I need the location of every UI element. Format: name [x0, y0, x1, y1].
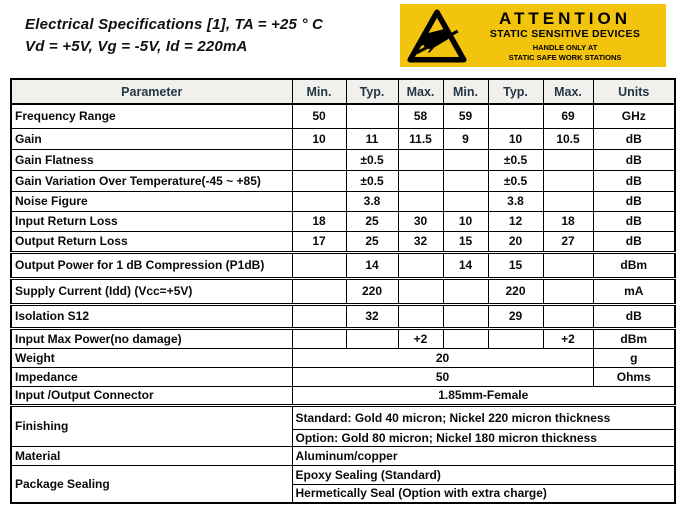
- table-row-gain: [11, 128, 675, 149]
- units-cell: dBm: [593, 252, 675, 278]
- value-cell: [292, 278, 346, 304]
- table-row-input-return-loss: [11, 211, 675, 231]
- value-cell: ±0.5: [346, 170, 398, 191]
- table-row-material: [11, 446, 675, 465]
- value-cell: ±0.5: [488, 170, 543, 191]
- value-cell: 18: [543, 211, 593, 231]
- value-cell: 58: [398, 104, 443, 128]
- value-cell: 50: [292, 104, 346, 128]
- value-cell: 3.8: [346, 191, 398, 211]
- value-cell: [398, 278, 443, 304]
- col-header-units: Units: [593, 79, 675, 104]
- units-cell: dB: [593, 149, 675, 170]
- value-cell: Aluminum/copper: [292, 446, 675, 465]
- value-cell: [292, 328, 346, 348]
- col-header-max-2: Max.: [543, 79, 593, 104]
- value-cell: [543, 191, 593, 211]
- value-cell: 27: [543, 231, 593, 252]
- table-row-frequency-range: [11, 104, 675, 128]
- table-row-gain-variation: [11, 170, 675, 191]
- value-cell: [543, 278, 593, 304]
- table-row-gain-flatness: [11, 149, 675, 170]
- table-row-isolation: [11, 304, 675, 328]
- electrical-specifications-table: [10, 78, 676, 504]
- table-row-noise-figure: [11, 191, 675, 211]
- value-cell: [488, 104, 543, 128]
- param-cell: Weight: [11, 348, 292, 367]
- esd-hand-triangle-icon: [406, 8, 468, 64]
- table-row-sealing-epoxy: [11, 465, 675, 484]
- units-cell: dB: [593, 211, 675, 231]
- value-cell: ±0.5: [488, 149, 543, 170]
- title-line-2: Vd = +5V, Vg = -5V, Id = 220mA: [25, 37, 248, 55]
- value-cell: [398, 149, 443, 170]
- table-row-impedance: [11, 367, 675, 386]
- attention-line-1: HANDLE ONLY AT: [532, 43, 598, 53]
- param-cell: Input Return Loss: [11, 211, 292, 231]
- value-cell: +2: [398, 328, 443, 348]
- table-row-input-max-power: [11, 328, 675, 348]
- value-cell: 32: [346, 304, 398, 328]
- value-cell: 25: [346, 231, 398, 252]
- value-cell: [543, 149, 593, 170]
- param-cell: Package Sealing: [11, 465, 292, 503]
- param-cell: Input /Output Connector: [11, 386, 292, 405]
- value-cell: [398, 170, 443, 191]
- param-cell: Supply Current (Idd) (Vcc=+5V): [11, 278, 292, 304]
- value-cell: Standard: Gold 40 micron; Nickel 220 micron thickness: [292, 405, 675, 429]
- units-cell: dBm: [593, 328, 675, 348]
- attention-label: [400, 4, 666, 67]
- table-row-supply-current: [11, 278, 675, 304]
- value-cell: [398, 191, 443, 211]
- value-cell: 69: [543, 104, 593, 128]
- param-cell: Output Power for 1 dB Compression (P1dB): [11, 252, 292, 278]
- param-cell: Noise Figure: [11, 191, 292, 211]
- attention-text-block: [468, 9, 662, 63]
- value-cell: 10: [443, 211, 488, 231]
- value-cell: 15: [443, 231, 488, 252]
- table-row-weight: [11, 348, 675, 367]
- param-cell: Frequency Range: [11, 104, 292, 128]
- value-cell: 20: [488, 231, 543, 252]
- value-cell: [543, 304, 593, 328]
- value-cell: 10: [292, 128, 346, 149]
- units-cell: dB: [593, 128, 675, 149]
- param-cell: Material: [11, 446, 292, 465]
- value-cell: [443, 328, 488, 348]
- value-cell: Epoxy Sealing (Standard): [292, 465, 675, 484]
- value-cell: 18: [292, 211, 346, 231]
- value-cell: 14: [443, 252, 488, 278]
- col-header-typ-1: Typ.: [346, 79, 398, 104]
- value-cell: 10.5: [543, 128, 593, 149]
- param-cell: Isolation S12: [11, 304, 292, 328]
- value-cell: [443, 170, 488, 191]
- value-cell: [346, 328, 398, 348]
- attention-heading: ATTENTION: [498, 8, 631, 28]
- value-cell: 14: [346, 252, 398, 278]
- units-cell: mA: [593, 278, 675, 304]
- value-cell: 59: [443, 104, 488, 128]
- col-header-parameter: Parameter: [11, 79, 292, 104]
- value-cell: 11: [346, 128, 398, 149]
- units-cell: g: [593, 348, 675, 367]
- param-cell: Output Return Loss: [11, 231, 292, 252]
- value-cell: [346, 104, 398, 128]
- units-cell: dB: [593, 304, 675, 328]
- table-row-p1db: [11, 252, 675, 278]
- value-cell: [292, 304, 346, 328]
- units-cell: dB: [593, 170, 675, 191]
- param-cell: Gain Variation Over Temperature(-45 ~ +85): [11, 170, 292, 191]
- value-cell: ±0.5: [346, 149, 398, 170]
- value-cell: Option: Gold 80 micron; Nickel 180 micron thickness: [292, 429, 675, 446]
- value-cell: 17: [292, 231, 346, 252]
- title-line-1: Electrical Specifications [1], TA = +25 ° C: [25, 16, 324, 33]
- value-cell: 15: [488, 252, 543, 278]
- col-header-typ-2: Typ.: [488, 79, 543, 104]
- col-header-min-1: Min.: [292, 79, 346, 104]
- value-cell: 9: [443, 128, 488, 149]
- value-cell: [292, 252, 346, 278]
- page-title: [25, 14, 323, 58]
- value-cell: 220: [488, 278, 543, 304]
- value-cell: +2: [543, 328, 593, 348]
- value-cell: 3.8: [488, 191, 543, 211]
- value-cell: 12: [488, 211, 543, 231]
- value-cell: 32: [398, 231, 443, 252]
- value-cell: [443, 304, 488, 328]
- table-row-connector: [11, 386, 675, 405]
- units-cell: Ohms: [593, 367, 675, 386]
- table-header-row: [11, 79, 675, 104]
- col-header-min-2: Min.: [443, 79, 488, 104]
- col-header-max-1: Max.: [398, 79, 443, 104]
- value-cell: 1.85mm-Female: [292, 386, 675, 405]
- value-cell: Hermetically Seal (Option with extra charge): [292, 484, 675, 503]
- table-row-finishing-standard: [11, 405, 675, 429]
- attention-line-2: STATIC SAFE WORK STATIONS: [508, 52, 622, 62]
- value-cell: 11.5: [398, 128, 443, 149]
- value-cell: [292, 170, 346, 191]
- value-cell: [543, 252, 593, 278]
- value-cell: 29: [488, 304, 543, 328]
- value-cell: [398, 304, 443, 328]
- units-cell: dB: [593, 231, 675, 252]
- value-cell: [443, 149, 488, 170]
- value-cell: [292, 149, 346, 170]
- value-cell: 50: [292, 367, 593, 386]
- table-row-output-return-loss: [11, 231, 675, 252]
- value-cell: [292, 191, 346, 211]
- value-cell: 220: [346, 278, 398, 304]
- value-cell: [488, 328, 543, 348]
- value-cell: [398, 252, 443, 278]
- units-cell: dB: [593, 191, 675, 211]
- value-cell: 20: [292, 348, 593, 367]
- value-cell: [543, 170, 593, 191]
- value-cell: [443, 191, 488, 211]
- units-cell: GHz: [593, 104, 675, 128]
- value-cell: 30: [398, 211, 443, 231]
- value-cell: 25: [346, 211, 398, 231]
- param-cell: Input Max Power(no damage): [11, 328, 292, 348]
- param-cell: Gain: [11, 128, 292, 149]
- value-cell: 10: [488, 128, 543, 149]
- attention-subheading: STATIC SENSITIVE DEVICES: [489, 28, 641, 41]
- param-cell: Finishing: [11, 405, 292, 446]
- value-cell: [443, 278, 488, 304]
- param-cell: Gain Flatness: [11, 149, 292, 170]
- param-cell: Impedance: [11, 367, 292, 386]
